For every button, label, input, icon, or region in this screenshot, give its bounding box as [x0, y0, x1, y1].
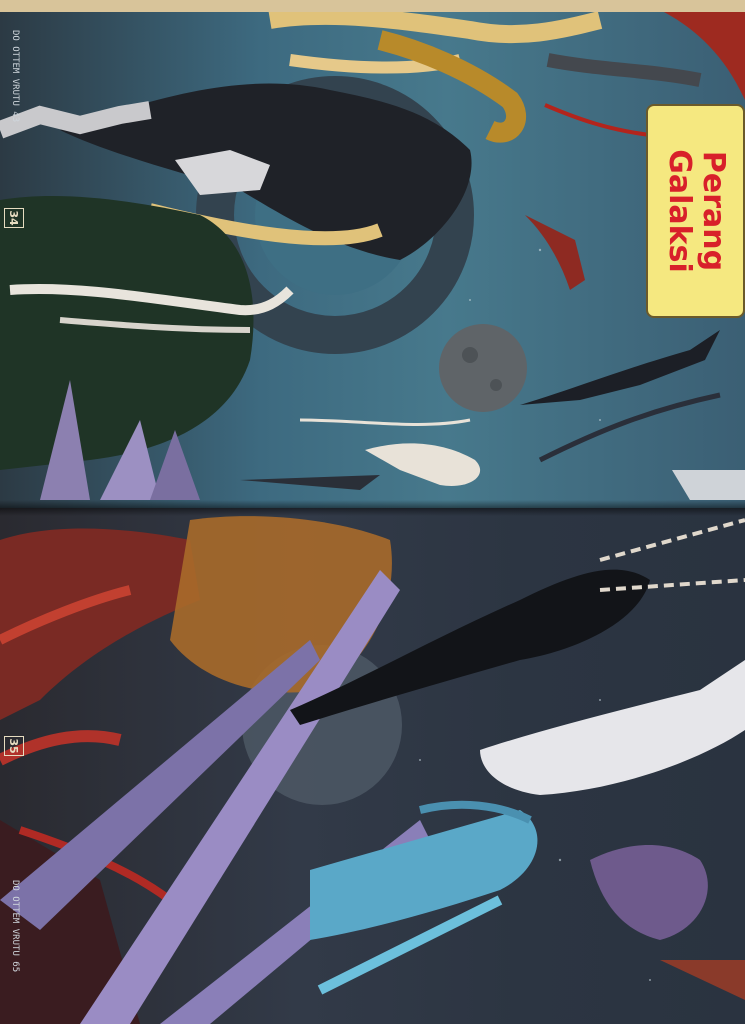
red-cloth: [660, 10, 745, 100]
moon-small: [439, 324, 527, 412]
figure-purple: [590, 845, 708, 940]
title-line-2: Galaksi: [661, 149, 697, 273]
page-number-right: 35: [4, 736, 24, 756]
title-line-1: Perang: [695, 150, 731, 272]
armor-white: [480, 660, 745, 795]
warrior-green: [0, 196, 253, 470]
title-text: [662, 149, 730, 273]
paper-edge: [0, 0, 745, 12]
page-number-left: 34: [4, 208, 24, 228]
figure-white: [365, 443, 480, 486]
page-gutter: [0, 500, 745, 516]
margin-label-bottom: DO OTTEM VRUTU 65: [10, 880, 20, 973]
title-banner: [646, 104, 745, 318]
margin-label-top: DO OTTEM VRUTU 43: [10, 30, 20, 123]
figure-dark-flying: [520, 330, 720, 405]
figure-red-small: [525, 215, 585, 290]
